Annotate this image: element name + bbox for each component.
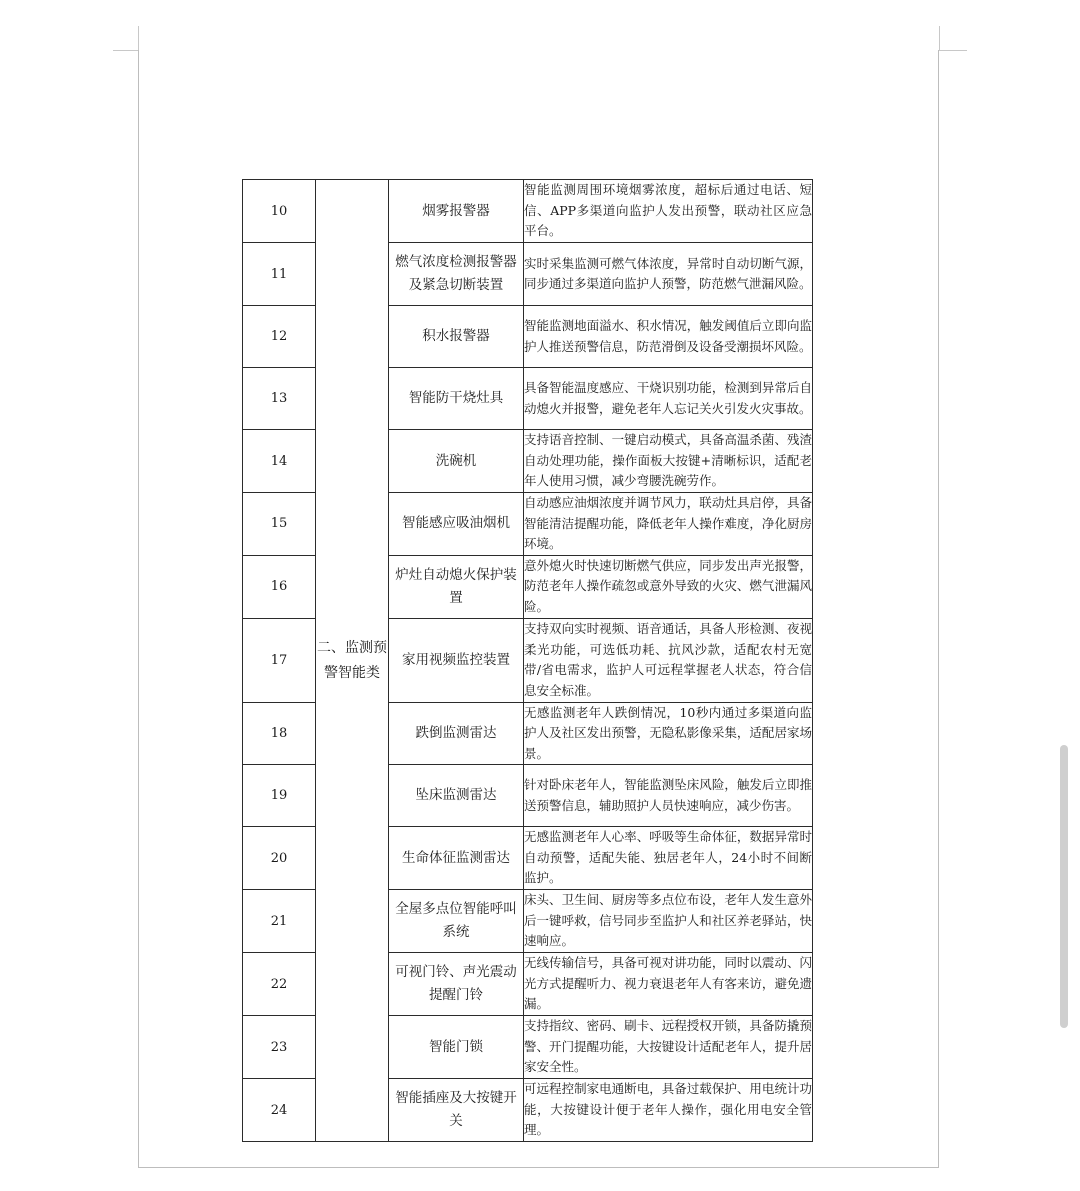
product-name: 洗碗机 [389, 430, 524, 493]
product-name: 全屋多点位智能呼叫系统 [389, 890, 524, 953]
product-description: 智能监测地面溢水、积水情况，触发阈值后立即向监护人推送预警信息，防范滑倒及设备受潮损坏风险。 [524, 306, 813, 368]
product-name: 生命体征监测雷达 [389, 827, 524, 890]
item-number: 17 [243, 618, 316, 702]
product-table [242, 179, 813, 1142]
product-description: 无线传输信号，具备可视对讲功能，同时以震动、闪光方式提醒听力、视力衰退老年人有客来访，避免遗漏。 [524, 953, 813, 1016]
item-number: 11 [243, 243, 316, 306]
product-description: 无感监测老年人心率、呼吸等生命体征，数据异常时自动预警，适配失能、独居老年人，24小时不间断监护。 [524, 827, 813, 890]
product-description: 支持指纹、密码、刷卡、远程授权开锁，具备防撬预警、开门提醒功能，大按键设计适配老年人，提升居家安全性。 [524, 1016, 813, 1079]
item-number: 22 [243, 953, 316, 1016]
item-number: 10 [243, 180, 316, 243]
ruler-tick-right [939, 26, 940, 51]
product-name: 智能防干烧灶具 [389, 368, 524, 430]
product-name: 炉灶自动熄火保护装置 [389, 555, 524, 618]
product-description: 支持双向实时视频、语音通话，具备人形检测、夜视柔光功能，可选低功耗、抗风沙款，适配农村无宽带/省电需求，监护人可远程掌握老人状态，符合信息安全标准。 [524, 618, 813, 702]
product-description: 针对卧床老年人，智能监测坠床风险，触发后立即推送预警信息，辅助照护人员快速响应，减少伤害。 [524, 765, 813, 827]
category-cell: 二、监测预警智能类 [316, 180, 389, 1142]
item-number: 19 [243, 765, 316, 827]
product-description: 无感监测老年人跌倒情况，10秒内通过多渠道向监护人及社区发出预警，无隐私影像采集，适配居家场景。 [524, 702, 813, 765]
product-description: 自动感应油烟浓度并调节风力，联动灶具启停，具备智能清洁提醒功能，降低老年人操作难度，净化厨房环境。 [524, 493, 813, 556]
product-name: 坠床监测雷达 [389, 765, 524, 827]
product-name: 烟雾报警器 [389, 180, 524, 243]
product-name: 智能门锁 [389, 1016, 524, 1079]
vertical-scrollbar[interactable] [1060, 745, 1068, 1028]
product-name: 积水报警器 [389, 306, 524, 368]
product-description: 实时采集监测可燃气体浓度，异常时自动切断气源，同步通过多渠道向监护人预警，防范燃气泄漏风险。 [524, 243, 813, 306]
item-number: 20 [243, 827, 316, 890]
product-name: 家用视频监控装置 [389, 618, 524, 702]
product-name: 跌倒监测雷达 [389, 702, 524, 765]
item-number: 13 [243, 368, 316, 430]
item-number: 12 [243, 306, 316, 368]
item-number: 21 [243, 890, 316, 953]
item-number: 15 [243, 493, 316, 556]
product-description: 可远程控制家电通断电，具备过载保护、用电统计功能，大按键设计便于老年人操作，强化用电安全管理。 [524, 1079, 813, 1142]
product-description: 床头、卫生间、厨房等多点位布设，老年人发生意外后一键呼救，信号同步至监护人和社区养老驿站，快速响应。 [524, 890, 813, 953]
product-table-body [243, 180, 813, 1142]
item-number: 14 [243, 430, 316, 493]
product-description: 具备智能温度感应、干烧识别功能，检测到异常后自动熄火并报警，避免老年人忘记关火引发火灾事故。 [524, 368, 813, 430]
table-row [243, 180, 813, 243]
product-name: 可视门铃、声光震动提醒门铃 [389, 953, 524, 1016]
product-description: 智能监测周围环境烟雾浓度，超标后通过电话、短信、APP多渠道向监护人发出预警，联动社区应急平台。 [524, 180, 813, 243]
item-number: 24 [243, 1079, 316, 1142]
item-number: 23 [243, 1016, 316, 1079]
product-name: 燃气浓度检测报警器及紧急切断装置 [389, 243, 524, 306]
product-description: 支持语音控制、一键启动模式，具备高温杀菌、残渣自动处理功能，操作面板大按键+清晰标识，适配老年人使用习惯，减少弯腰洗碗劳作。 [524, 430, 813, 493]
product-description: 意外熄火时快速切断燃气供应，同步发出声光报警，防范老年人操作疏忽或意外导致的火灾、燃气泄漏风险。 [524, 555, 813, 618]
ruler-tick-left [138, 26, 139, 51]
item-number: 18 [243, 702, 316, 765]
item-number: 16 [243, 555, 316, 618]
product-name: 智能感应吸油烟机 [389, 493, 524, 556]
product-name: 智能插座及大按键开关 [389, 1079, 524, 1142]
